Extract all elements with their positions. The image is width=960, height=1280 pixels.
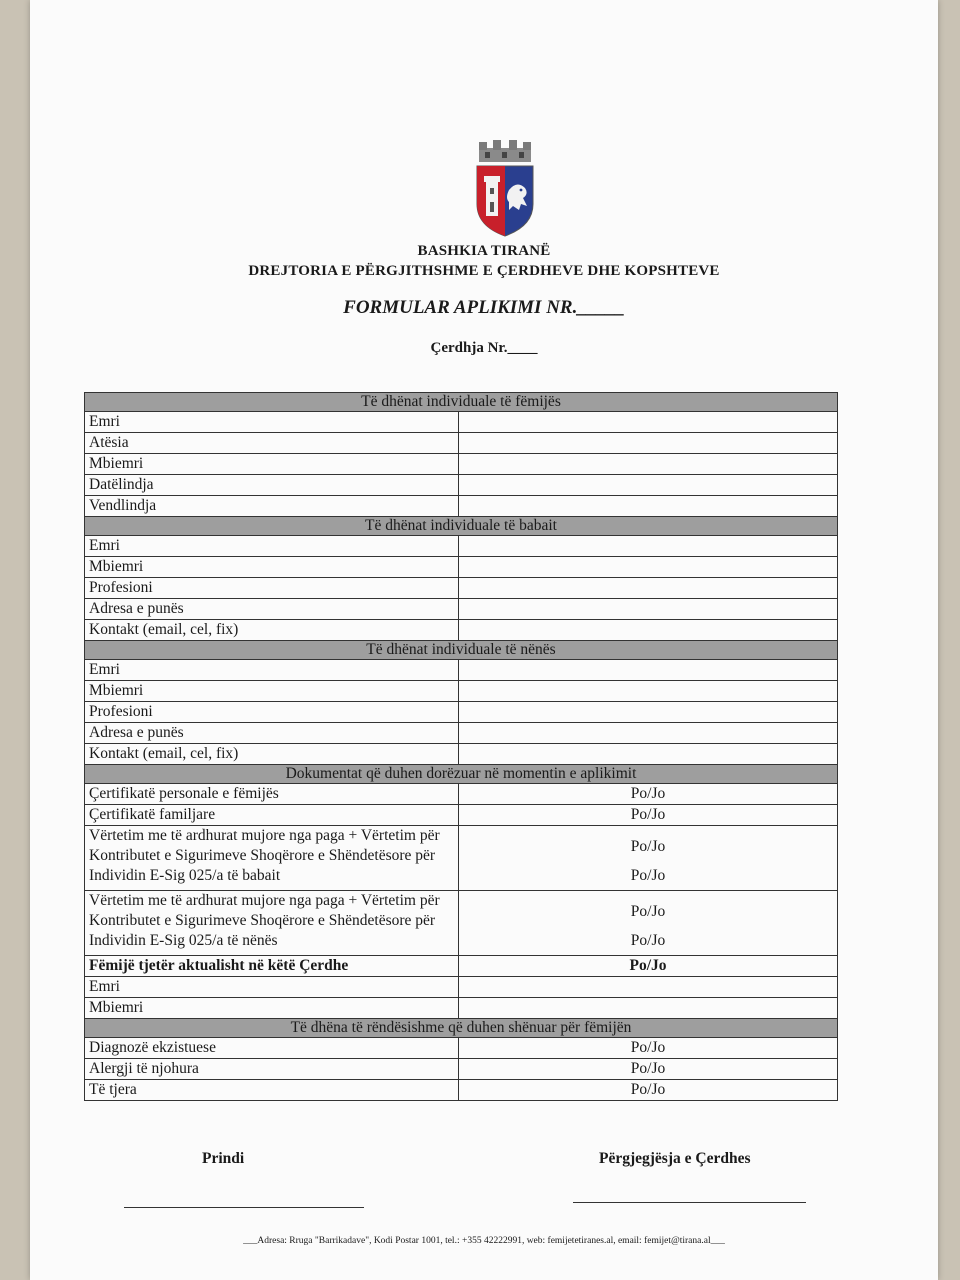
table-row <box>85 475 838 496</box>
table-row <box>85 412 838 433</box>
table-row <box>85 681 838 702</box>
application-form-table <box>84 392 838 1101</box>
input-cell[interactable] <box>459 998 838 1019</box>
yes-no-field[interactable]: Po/Jo <box>630 932 666 949</box>
section-header-father: Të dhënat individuale të babait <box>85 517 838 536</box>
input-cell[interactable] <box>459 723 838 744</box>
table-row <box>85 826 838 891</box>
row-label: Datëlindja <box>85 475 459 496</box>
yes-no-field[interactable]: Po/Jo <box>459 956 838 977</box>
input-cell[interactable] <box>459 681 838 702</box>
input-cell[interactable] <box>459 536 838 557</box>
section-header-mother: Të dhënat individuale të nënës <box>85 641 838 660</box>
parent-signature-line[interactable] <box>124 1207 364 1208</box>
table-row <box>85 1080 838 1101</box>
paper-sheet <box>30 0 938 1280</box>
row-label: Diagnozë ekzistuese <box>85 1038 459 1059</box>
row-label: Kontakt (email, cel, fix) <box>85 744 459 765</box>
row-label: Të tjera <box>85 1080 459 1101</box>
row-label: Profesioni <box>85 702 459 723</box>
input-cell[interactable] <box>459 557 838 578</box>
input-cell[interactable] <box>459 496 838 517</box>
section-header-documents: Dokumentat që duhen dorëzuar në momentin e aplikimit <box>85 765 838 784</box>
row-label: Emri <box>85 660 459 681</box>
table-row <box>85 660 838 681</box>
tirana-coat-of-arms-logo <box>473 140 537 238</box>
row-label: Atësia <box>85 433 459 454</box>
table-row <box>85 744 838 765</box>
parent-signature-label: Prindi <box>202 1150 245 1167</box>
yes-no-field-pair[interactable] <box>459 826 838 891</box>
row-label: Çertifikatë familjare <box>85 805 459 826</box>
table-row <box>85 891 838 956</box>
input-cell[interactable] <box>459 433 838 454</box>
row-label: Vërtetim me të ardhurat mujore nga paga + Vërtetim për Kontributet e Sigurimeve Shoqërore e Shëndetësore për Individin E-Sig 025/a të nënës <box>85 891 459 956</box>
yes-no-field[interactable]: Po/Jo <box>459 784 838 805</box>
table-row <box>85 433 838 454</box>
section-header-important: Të dhëna të rëndësishme që duhen shënuar për fëmijën <box>85 1019 838 1038</box>
input-cell[interactable] <box>459 977 838 998</box>
section-header-child: Të dhënat individuale të fëmijës <box>85 393 838 412</box>
yes-no-field[interactable]: Po/Jo <box>630 903 666 920</box>
table-row <box>85 536 838 557</box>
input-cell[interactable] <box>459 412 838 433</box>
table-row <box>85 702 838 723</box>
table-row <box>85 805 838 826</box>
row-label: Fëmijë tjetër aktualisht në këtë Çerdhe <box>85 956 459 977</box>
table-row <box>85 1038 838 1059</box>
row-label: Emri <box>85 977 459 998</box>
table-row <box>85 557 838 578</box>
yes-no-field-pair[interactable] <box>459 891 838 956</box>
yes-no-field[interactable]: Po/Jo <box>459 1038 838 1059</box>
input-cell[interactable] <box>459 744 838 765</box>
table-row <box>85 956 838 977</box>
row-label: Mbiemri <box>85 998 459 1019</box>
table-row <box>85 454 838 475</box>
input-cell[interactable] <box>459 454 838 475</box>
yes-no-field[interactable]: Po/Jo <box>459 805 838 826</box>
table-row <box>85 620 838 641</box>
row-label: Mbiemri <box>85 557 459 578</box>
nursery-manager-signature-line[interactable] <box>573 1202 806 1203</box>
input-cell[interactable] <box>459 475 838 496</box>
yes-no-field[interactable]: Po/Jo <box>459 1059 838 1080</box>
row-label: Kontakt (email, cel, fix) <box>85 620 459 641</box>
directorate-name: DREJTORIA E PËRGJITHSHME E ÇERDHEVE DHE KOPSHTEVE <box>248 263 720 279</box>
table-row <box>85 578 838 599</box>
row-label: Vendlindja <box>85 496 459 517</box>
footer-address: ___Adresa: Rruga "Barrikadave", Kodi Postar 1001, tel.: +355 42222991, web: femijetetiranes.al, email: femijet@tirana.al___ <box>243 1236 725 1246</box>
yes-no-field[interactable]: Po/Jo <box>459 1080 838 1101</box>
organization-name: BASHKIA TIRANË <box>417 243 551 259</box>
input-cell[interactable] <box>459 599 838 620</box>
row-label: Mbiemri <box>85 454 459 475</box>
table-row <box>85 998 838 1019</box>
row-label: Mbiemri <box>85 681 459 702</box>
input-cell[interactable] <box>459 620 838 641</box>
input-cell[interactable] <box>459 660 838 681</box>
table-row <box>85 784 838 805</box>
yes-no-field[interactable]: Po/Jo <box>630 838 666 855</box>
nursery-manager-signature-label: Përgjegjësja e Çerdhes <box>599 1150 751 1167</box>
row-label: Vërtetim me të ardhurat mujore nga paga + Vërtetim për Kontributet e Sigurimeve Shoqërore e Shëndetësore për Individin E-Sig 025/a të babait <box>85 826 459 891</box>
table-row <box>85 496 838 517</box>
input-cell[interactable] <box>459 578 838 599</box>
row-label: Çertifikatë personale e fëmijës <box>85 784 459 805</box>
table-row <box>85 1059 838 1080</box>
nursery-number: Çerdhja Nr.____ <box>430 340 538 356</box>
input-cell[interactable] <box>459 702 838 723</box>
row-label: Alergji të njohura <box>85 1059 459 1080</box>
table-row <box>85 977 838 998</box>
form-title: FORMULAR APLIKIMI NR._____ <box>343 297 625 318</box>
row-label: Profesioni <box>85 578 459 599</box>
row-label: Adresa e punës <box>85 723 459 744</box>
table-row <box>85 599 838 620</box>
row-label: Adresa e punës <box>85 599 459 620</box>
row-label: Emri <box>85 412 459 433</box>
row-label: Emri <box>85 536 459 557</box>
table-row <box>85 723 838 744</box>
yes-no-field[interactable]: Po/Jo <box>630 867 666 884</box>
